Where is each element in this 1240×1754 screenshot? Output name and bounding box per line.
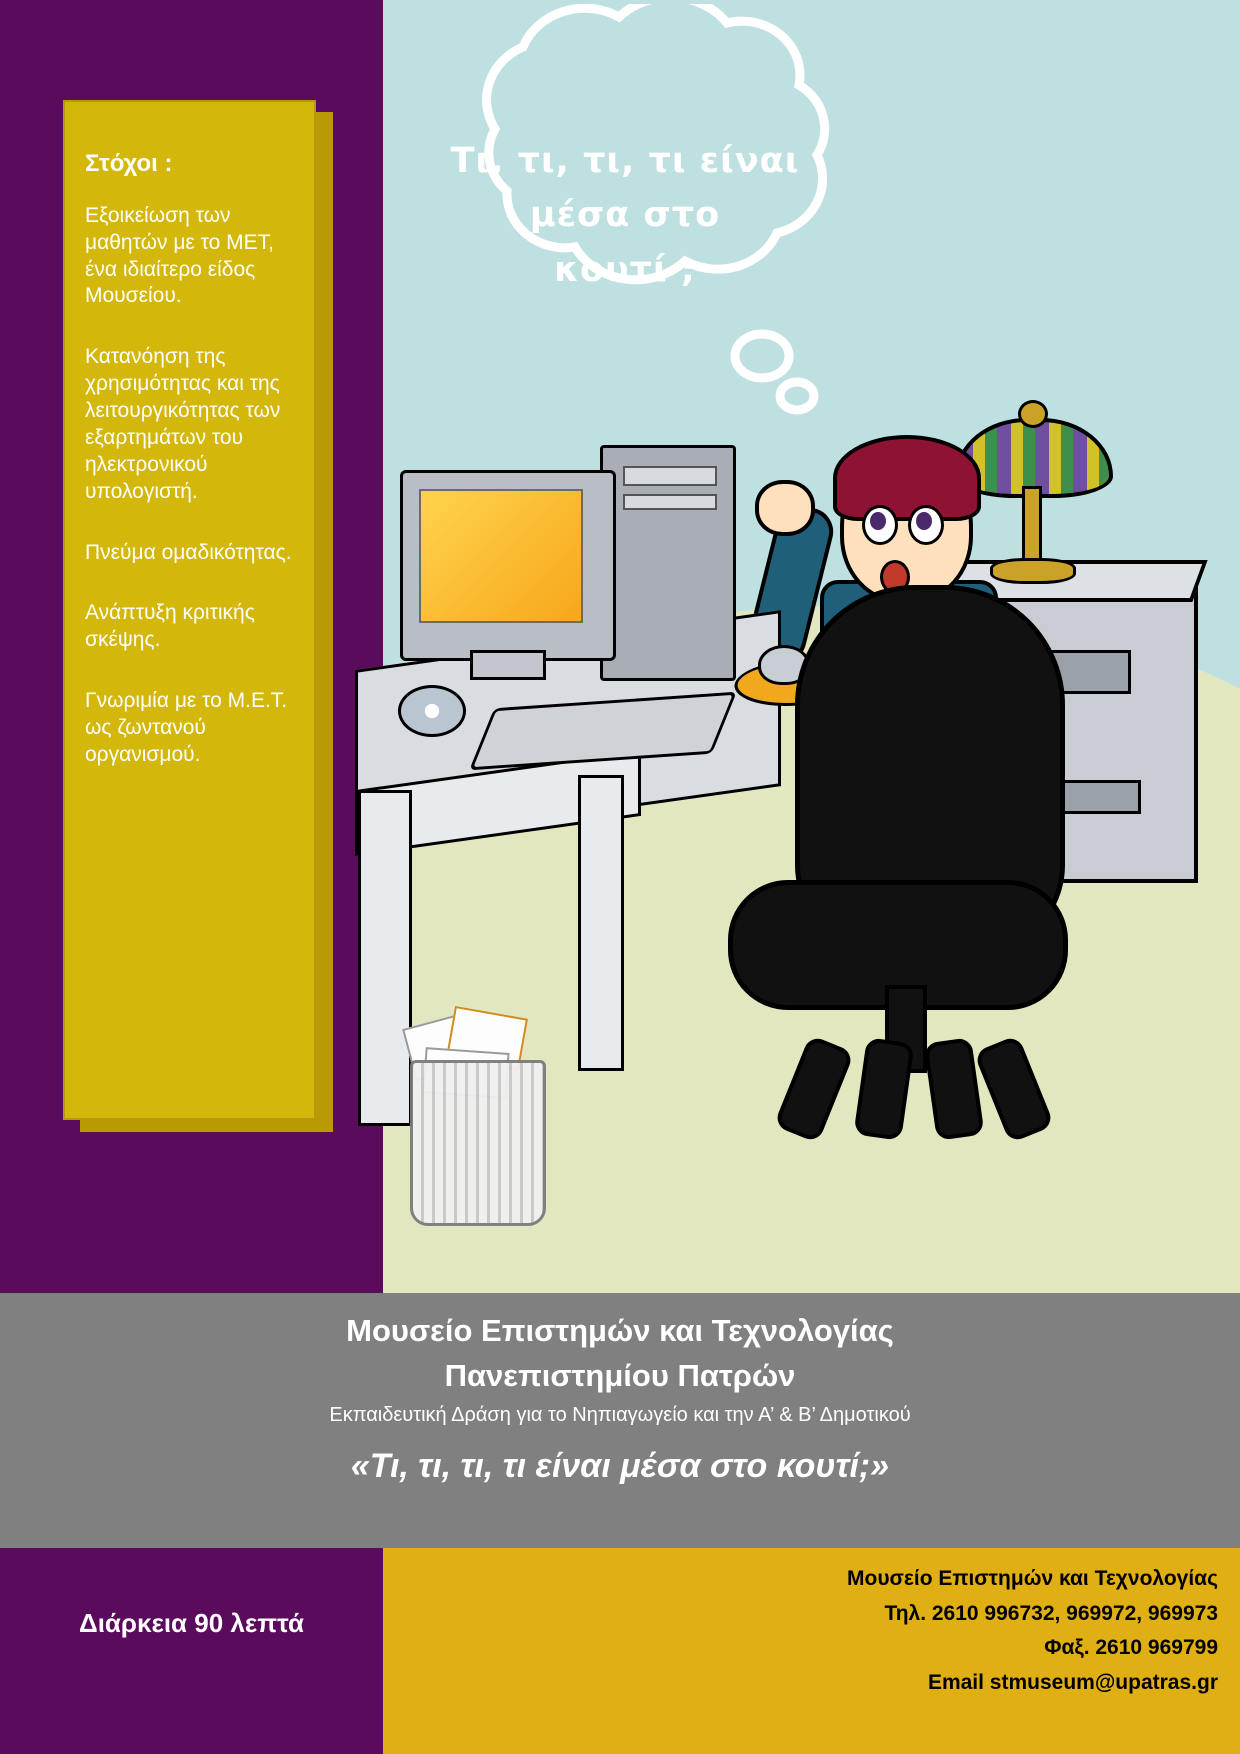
contact-museum-name: Μουσείο Επιστημών και Τεχνολογίας (847, 1567, 1218, 1590)
objective-item-5: Γνωριμία με το Μ.Ε.Τ. ως ζωντανού οργανισμού. (85, 689, 288, 766)
contact-phone: Τηλ. 2610 996732, 969972, 969973 (884, 1601, 1218, 1625)
thought-bubble-text (390, 134, 860, 297)
objective-item-1: Εξοικείωση των μαθητών με το ΜΕΤ, ένα ιδιαίτερο είδος Μουσείου. (85, 203, 274, 308)
computer-tower (600, 445, 736, 681)
monitor-stand (470, 650, 546, 680)
objective-item-2: Κατανόηση της χρησιμότητας και της λειτουργικότητας των εξαρτημάτων του ηλεκτρονικού υπολογιστή. (85, 345, 281, 503)
tower-drive-bay (623, 466, 717, 486)
contact-email: Email stmuseum@upatras.gr (927, 1670, 1218, 1694)
cd-disc (398, 685, 466, 737)
thought-bubble (390, 4, 860, 434)
duration-label: Διάρκεια 90 λεπτά (79, 1608, 304, 1638)
museum-name-line-2: Πανεπιστημίου Πατρών (444, 1357, 796, 1393)
contact-block (847, 1562, 1218, 1701)
museum-name-line-1: Μουσείο Επιστημών και Τεχνολογίας (346, 1313, 894, 1348)
lamp-base (990, 558, 1076, 584)
desk-leg-left (358, 790, 412, 1126)
objective-item-4: Ανάπτυξη κριτικής σκέψης. (85, 601, 255, 652)
bubble-line-3: κουτί ; (554, 249, 696, 290)
activity-title: «Τι, τι, τι, τι είναι μέσα στο κουτί;» (350, 1446, 890, 1485)
objective-item-3: Πνεύμα ομαδικότητας. (85, 540, 292, 564)
bubble-line-2: μέσα στο (529, 195, 721, 236)
tower-drive-bay-2 (623, 494, 717, 510)
footer-purple-panel (0, 1548, 383, 1754)
chair-leg (853, 1037, 914, 1141)
footer-yellow-panel (383, 1548, 1240, 1754)
footer (0, 1548, 1240, 1754)
boy-pupil-left (870, 512, 886, 530)
objectives-box (63, 100, 316, 1120)
chair-base (790, 1040, 1030, 1130)
banner-subtitle: Εκπαιδευτική Δράση για το Νηπιαγωγείο και την Α’ & Β’ Δημοτικού (329, 1403, 911, 1426)
boy-hand (755, 480, 815, 536)
chair-leg (923, 1037, 984, 1141)
computer-monitor (400, 470, 616, 661)
contact-fax: Φαξ. 2610 969799 (1044, 1636, 1218, 1660)
waste-bin (410, 1060, 546, 1226)
objectives-title: Στόχοι : (85, 150, 173, 177)
desk-leg-right (578, 775, 624, 1071)
banner (0, 1293, 1240, 1548)
monitor-screen (419, 489, 583, 623)
boy-hair (833, 435, 981, 521)
bubble-line-1: Τι, τι, τι, τι είναι (450, 141, 800, 181)
boy-pupil-right (916, 512, 932, 530)
lamp-knob (1018, 400, 1048, 428)
